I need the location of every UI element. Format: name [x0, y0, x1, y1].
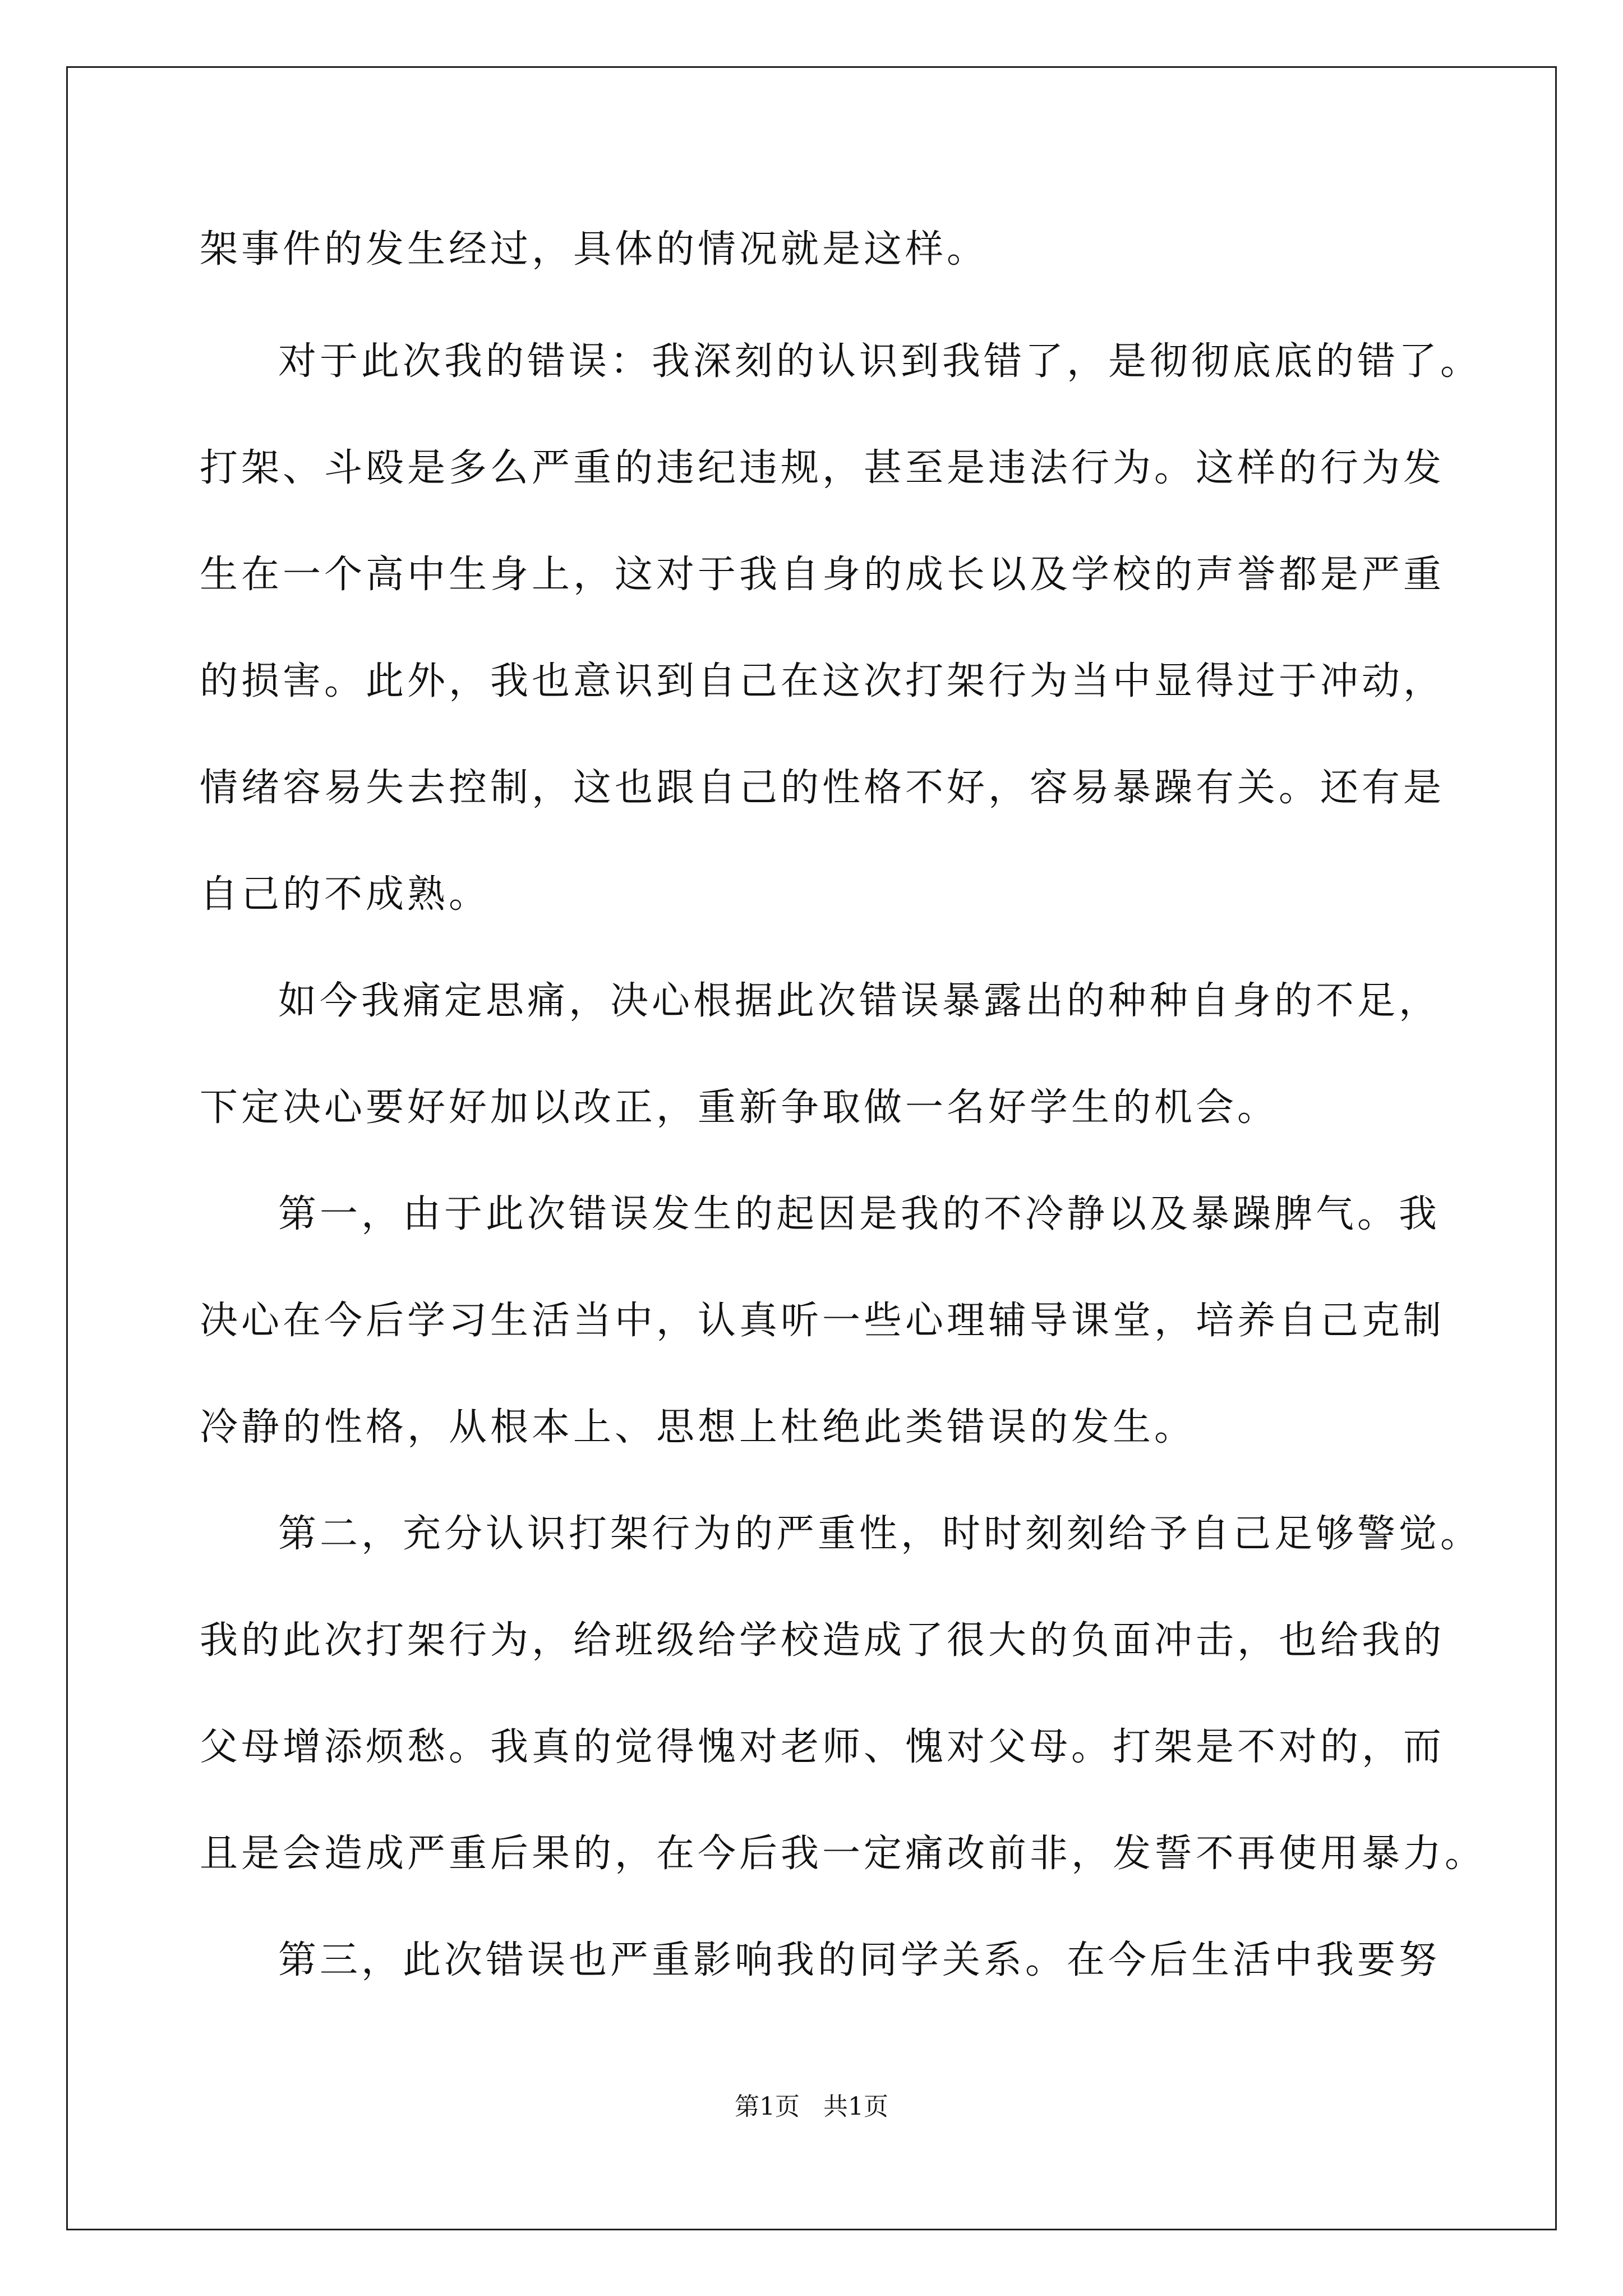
paragraph-line: 第二，充分认识打架行为的严重性，时时刻刻给予自己足够警觉。	[278, 1512, 1482, 1556]
page-border	[66, 66, 1557, 2230]
paragraph-line: 且是会造成严重后果的，在今后我一定痛改前非，发誓不再使用暴力。	[200, 1832, 1487, 1876]
paragraph-line: 生在一个高中生身上，这对于我自身的成长以及学校的声誉都是严重	[200, 553, 1445, 597]
paragraph-line: 我的此次打架行为，给班级给学校造成了很大的负面冲击，也给我的	[200, 1618, 1445, 1663]
paragraph-line: 第一，由于此次错误发生的起因是我的不冷静以及暴躁脾气。我	[278, 1192, 1441, 1236]
paragraph-line: 冷静的性格，从根本上、思想上杜绝此类错误的发生。	[200, 1405, 1196, 1450]
paragraph-line: 如今我痛定思痛，决心根据此次错误暴露出的种种自身的不足，	[278, 979, 1441, 1023]
paragraph-line: 下定决心要好好加以改正，重新争取做一名好学生的机会。	[200, 1085, 1279, 1130]
paragraph-line: 父母增添烦愁。我真的觉得愧对老师、愧对父母。打架是不对的，而	[200, 1725, 1445, 1769]
paragraph-line: 第三，此次错误也严重影响我的同学关系。在今后生活中我要努	[278, 1938, 1441, 1982]
paragraph-line: 自己的不成熟。	[200, 872, 491, 917]
paragraph-line: 对于此次我的错误：我深刻的认识到我错了，是彻彻底底的错了。	[278, 339, 1482, 384]
paragraph-line: 决心在今后学习生活当中，认真听一些心理辅导课堂，培养自己克制	[200, 1299, 1445, 1343]
paragraph-line: 打架、斗殴是多么严重的违纪违规，甚至是违法行为。这样的行为发	[200, 446, 1445, 490]
paragraph-line: 的损害。此外，我也意识到自己在这次打架行为当中显得过于冲动，	[200, 659, 1445, 703]
paragraph-line: 架事件的发生经过，具体的情况就是这样。	[200, 227, 989, 272]
page-footer: 第1页 共1页	[735, 2092, 888, 2121]
paragraph-line: 情绪容易失去控制，这也跟自己的性格不好，容易暴躁有关。还有是	[200, 766, 1445, 810]
